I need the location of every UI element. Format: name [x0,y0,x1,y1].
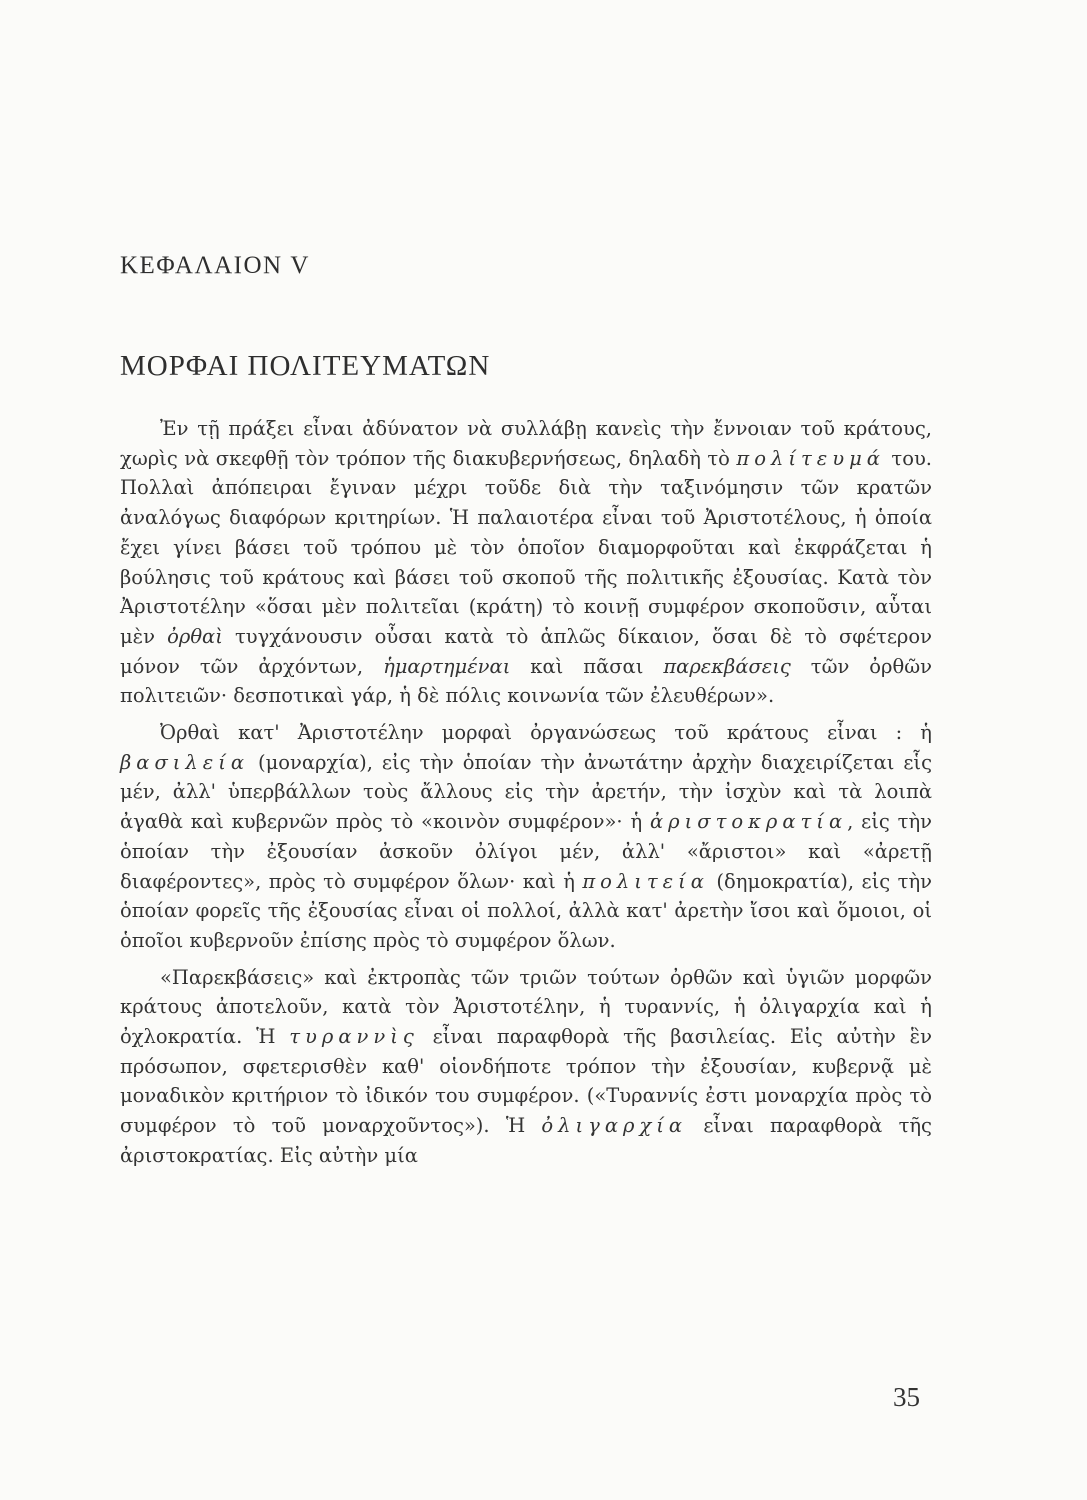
emphasized-term: βασιλεία [120,750,250,774]
text-segment: Ἐν τῇ πράξει εἶναι ἀδύνατον νὰ συλλάβῃ κανεὶς τὴν ἔννοιαν τοῦ κράτους, χωρὶς νὰ σκεφθῇ τὸν τρόπον τῆς διακυβερνήσεως, δηλαδὴ τὸ [120,417,932,470]
text-segment: , εἰς τὴν ὁποίαν τὴν ἐξουσίαν ἀσκοῦν ὀλίγοι μέν, ἀλλ' «ἄριστοι» καὶ «ἀρετῇ διαφέροντες», πρὸς τὸ συμφέρον ὅλων· καὶ ἡ [120,810,932,893]
page-number: 35 [893,1382,920,1412]
paragraph [120,414,932,711]
text-segment: εἶναι παραφθορὰ τῆς ἀριστοκρατίας. Εἰς αὐτὴν μία [120,1114,932,1167]
chapter-title: ΜΟΡΦΑΙ ΠΟΛΙΤΕΥΜΑΤΩΝ [120,350,491,382]
chapter-label: ΚΕΦΑΛΑΙΟΝ V [120,252,310,279]
italic-term: ἡμαρτημέναι [383,654,511,678]
emphasized-term: πολιτεία [582,869,709,893]
emphasized-term: τυραννὶς [289,1025,419,1049]
text-segment: (μοναρχία), εἰς τὴν ὁποίαν τὴν ἀνωτάτην ἀρχὴν διαχειρίζεται εἷς μέν, ἀλλ' ὑπερβάλλων τοὺς ἄλλους εἰς τὴν ἀρετήν, τὴν ἰσχὺν καὶ τὰ λοιπὰ ἀγαθὰ καὶ κυβερνῶν πρὸς τὸ «κοινὸν συμφέρον»· ἡ [120,750,932,834]
emphasized-term: πολίτευμά [736,446,885,470]
italic-term: ὀρθαὶ [167,624,223,648]
text-segment: τῶν ὀρθῶν πολιτειῶν· δεσποτικαὶ γάρ, ἡ δὲ πόλις κοινωνία τῶν ἐλευθέρων». [120,654,932,708]
text-segment: του. Πολλαὶ ἀπόπειραι ἔγιναν μέχρι τοῦδε διὰ τὴν ταξινόμησιν τῶν κρατῶν ἀναλόγως διαφόρων κριτηρίων. Ἡ παλαιοτέρα εἶναι τοῦ Ἀριστοτέλους, ἡ ὁποία ἔχει γίνει βάσει τοῦ τρόπου μὲ τὸν ὁποῖον διαμορφοῦται καὶ ἐκφράζεται ἡ βούλησις τοῦ κράτους καὶ βάσει τοῦ σκοποῦ τῆς πολιτικῆς ἐξουσίας. Κατὰ τὸν Ἀριστοτέλην «ὅσαι μὲν πολιτεῖαι (κράτη) τὸ κοινῇ συμφέρον σκοποῦσιν, αὗται μὲν [120,446,932,648]
body-text [120,414,932,1178]
emphasized-term: ἀριστοκρατία [649,810,848,834]
paragraph [120,718,932,956]
italic-term: παρεκβάσεις [663,654,791,678]
text-segment: καὶ πᾶσαι [510,654,664,678]
paragraph [120,963,932,1171]
text-segment: τυγχάνουσιν οὖσαι κατὰ τὸ ἁπλῶς δίκαιον, ὅσαι δὲ τὸ σφέτερον μόνον τῶν ἀρχόντων, [120,624,932,678]
text-segment: «Παρεκβάσεις» καὶ ἐκτροπὰς τῶν τριῶν τούτων ὀρθῶν καὶ ὑγιῶν μορφῶν κράτους ἀποτελοῦν, κατὰ τὸν Ἀριστοτέλην, ἡ τυραννίς, ἡ ὀλιγαρχία καὶ ἡ ὀχλοκρατία. Ἡ [120,965,932,1049]
text-segment: εἶναι παραφθορὰ τῆς βασιλείας. Εἰς αὐτὴν ἓν πρόσωπον, σφετερισθὲν καθ' οἱονδήποτε τρόπον τὴν ἐξουσίαν, κυβερνᾷ μὲ μοναδικὸν κριτήριον τὸ ἰδικόν του συμφέρον. («Τυραννίς ἐστι μοναρχία πρὸς τὸ συμφέρον τὸ τοῦ μοναρχοῦντος»). Ἡ [120,1025,932,1138]
emphasized-term: ὀλιγαρχία [541,1114,688,1138]
text-segment: (δημοκρατία), εἰς τὴν ὁποίαν φορεῖς τῆς ἐξουσίας εἶναι οἱ πολλοί, ἀλλὰ κατ' ἀρετὴν ἴσοι καὶ ὅμοιοι, οἱ ὁποῖοι κυβερνοῦν ἐπίσης πρὸς τὸ συμφέρον ὅλων. [120,869,932,952]
text-segment: Ὀρθαὶ κατ' Ἀριστοτέλην μορφαὶ ὀργανώσεως τοῦ κράτους εἶναι : ἡ [160,721,932,745]
